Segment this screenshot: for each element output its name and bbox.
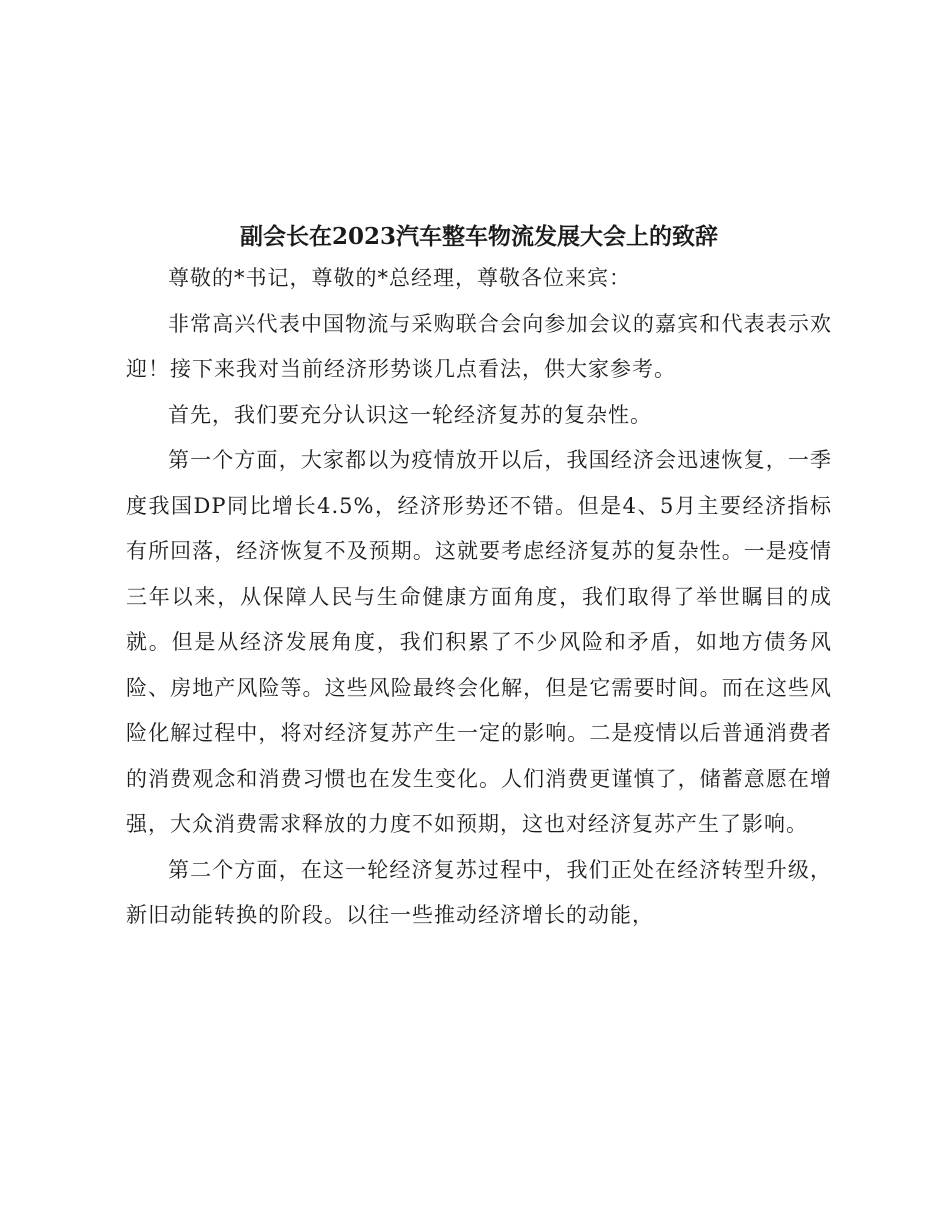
aspect-two-paragraph: 第二个方面，在这一轮经济复苏过程中，我们正处在经济转型升级，新旧动能转换的阶段。以往一些推动经济增长的动能，	[126, 857, 832, 927]
welcome-paragraph: 非常高兴代表中国物流与采购联合会向参加会议的嘉宾和代表表示欢迎！接下来我对当前经济形势谈几点看法，供大家参考。	[126, 311, 832, 381]
aspect-one-paragraph: 第一个方面，大家都以为疫情放开以后，我国经济会迅速恢复，一季度我国DP同比增长4.5%，经济形势还不错。但是4、5月主要经济指标有所回落，经济恢复不及预期。这就要考虑经济复苏的复杂性。一是疫情三年以来，从保障人民与生命健康方面角度，我们取得了举世瞩目的成就。但是从经济发展角度，我们积累了不少风险和矛盾，如地方债务风险、房地产风险等。这些风险最终会化解，但是它需要时间。而在这些风险化解过程中，将对经济复苏产生一定的影响。二是疫情以后普通消费者的消费观念和消费习惯也在发生变化。人们消费更谨慎了，储蓄意愿在增强，大众消费需求释放的力度不如预期，这也对经济复苏产生了影响。	[126, 448, 832, 836]
greeting-paragraph: 尊敬的*书记，尊敬的*总经理，尊敬各位来宾：	[168, 266, 631, 290]
document-title: 副会长在2023汽车整车物流发展大会上的致辞	[239, 223, 718, 250]
document-body	[126, 218, 832, 939]
first-point-paragraph: 首先，我们要充分认识这一轮经济复苏的复杂性。	[168, 402, 652, 427]
